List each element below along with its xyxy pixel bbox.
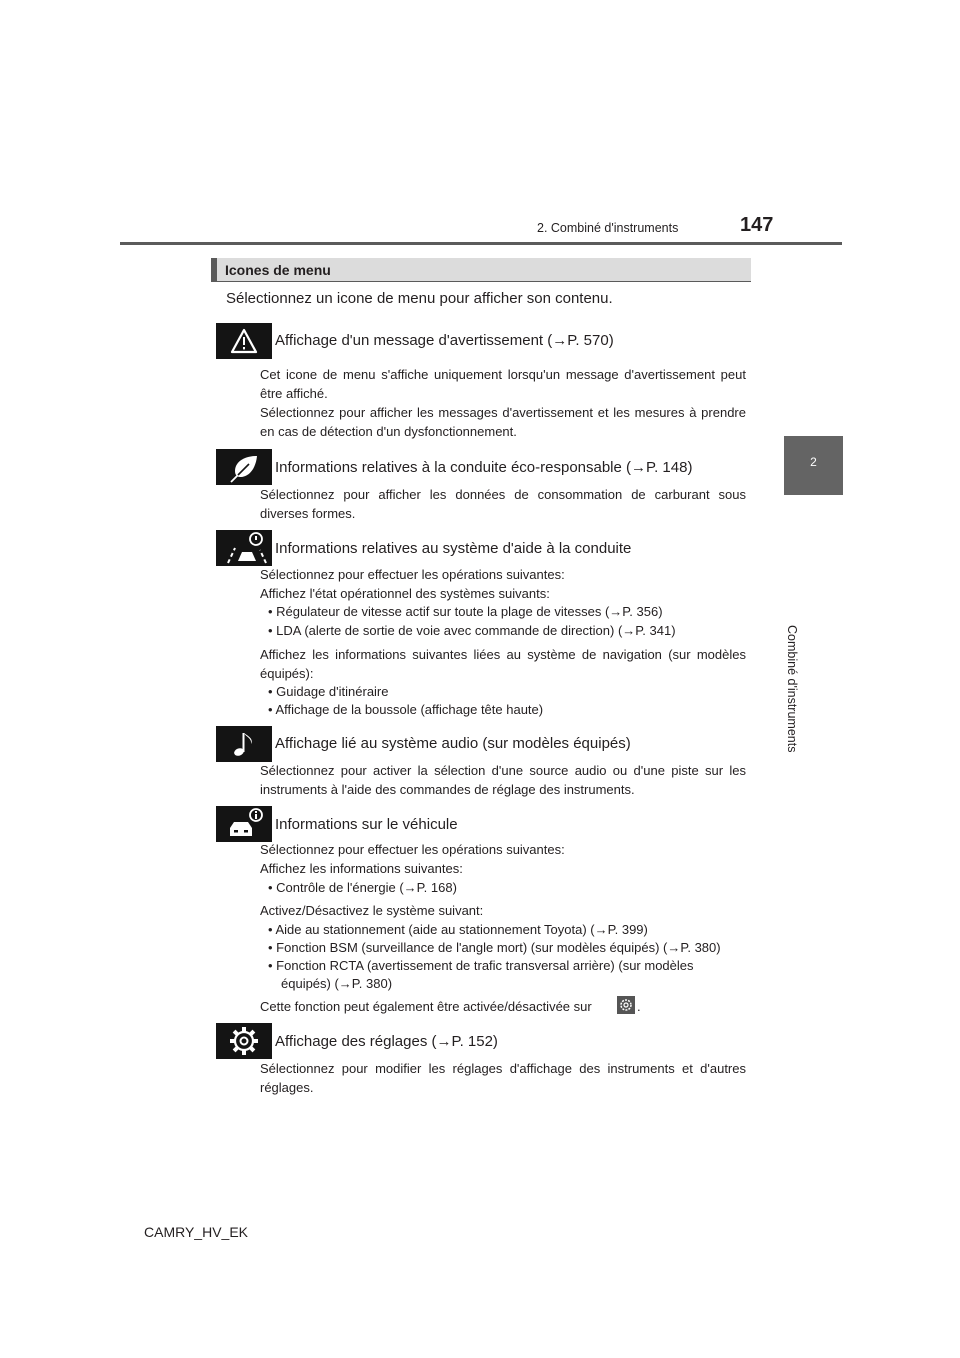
- bullet-item: • LDA (alerte de sortie de voie avec commande de direction) (→P. 341): [268, 623, 676, 638]
- item-text: Affichez les informations suivantes liées au système de navigation (sur modèles équipés):: [260, 647, 746, 681]
- item-title-eco: Informations relatives à la conduite éco-responsable (→P. 148): [275, 459, 693, 476]
- bullet-item-continued: équipés) (→P. 380): [281, 976, 393, 991]
- footer-code: CAMRY_HV_EK: [144, 1224, 249, 1240]
- driving-assist-icon: [216, 530, 272, 566]
- item-text: Activez/Désactivez le système suivant:: [260, 903, 484, 918]
- running-header: 2. Combiné d'instruments: [537, 221, 679, 235]
- bullet-item: • Guidage d'itinéraire: [268, 684, 389, 699]
- bullet-item: • Fonction RCTA (avertissement de trafic transversal arrière) (sur modèles: [268, 958, 694, 973]
- item-title-driving-assist: Informations relatives au système d'aide à la conduite: [275, 540, 632, 557]
- header-rule: [120, 242, 842, 245]
- music-note-icon: [216, 726, 272, 762]
- item-text: Sélectionnez pour effectuer les opérations suivantes:: [260, 842, 565, 857]
- bullet-item: • Affichage de la boussole (affichage tête haute): [268, 702, 544, 717]
- bullet-item: • Aide au stationnement (aide au stationnement Toyota) (→P. 399): [268, 922, 648, 937]
- page-number: 147: [740, 214, 774, 236]
- item-text: Cette fonction peut également être activée/désactivée sur: [260, 999, 592, 1014]
- bullet-item: • Fonction BSM (surveillance de l'angle mort) (sur modèles équipés) (→P. 380): [268, 940, 721, 955]
- leaf-icon: [216, 449, 272, 485]
- settings-gear-icon: [216, 1023, 272, 1059]
- item-text: Cet icone de menu s'affiche uniquement lorsqu'un message d'avertissement peut être affiché.: [260, 367, 746, 401]
- item-text: Affichez l'état opérationnel des systèmes suivants:: [260, 586, 550, 601]
- section-title: Icones de menu: [225, 262, 331, 278]
- item-text: Sélectionnez pour afficher les messages d'avertissement et les mesures à prendre en cas de détection d'un dysfonctionnement.: [260, 405, 746, 439]
- item-title-audio: Affichage lié au système audio (sur modèles équipés): [275, 735, 631, 752]
- item-title-warning: Affichage d'un message d'avertissement (→P. 570): [275, 332, 614, 349]
- section-heading: [211, 258, 751, 282]
- item-title-settings: Affichage des réglages (→P. 152): [275, 1033, 498, 1050]
- chapter-side-label: Combiné d'instruments: [785, 625, 799, 753]
- item-text: Sélectionnez pour afficher les données de consommation de carburant sous diverses formes.: [260, 487, 746, 521]
- section-accent: [211, 258, 217, 281]
- item-text: Sélectionnez pour modifier les réglages d'affichage des instruments et d'autres réglages.: [260, 1061, 746, 1095]
- settings-gear-small-icon: [617, 996, 635, 1014]
- warning-triangle-icon: [216, 323, 272, 359]
- chapter-tab-number: 2: [810, 455, 817, 469]
- item-text: Sélectionnez pour effectuer les opérations suivantes:: [260, 567, 565, 582]
- chapter-tab: [784, 436, 843, 495]
- bullet-item: • Régulateur de vitesse actif sur toute la plage de vitesses (→P. 356): [268, 604, 663, 619]
- intro-text: Sélectionnez un icone de menu pour afficher son contenu.: [226, 290, 613, 307]
- item-text-end: .: [637, 999, 641, 1014]
- item-title-vehicle: Informations sur le véhicule: [275, 816, 458, 833]
- bullet-item: • Contrôle de l'énergie (→P. 168): [268, 880, 457, 895]
- vehicle-info-icon: [216, 806, 272, 842]
- item-text: Sélectionnez pour activer la sélection d'une source audio ou d'une piste sur les instruments à l'aide des commandes de réglage des instruments.: [260, 763, 746, 797]
- item-text: Affichez les informations suivantes:: [260, 861, 463, 876]
